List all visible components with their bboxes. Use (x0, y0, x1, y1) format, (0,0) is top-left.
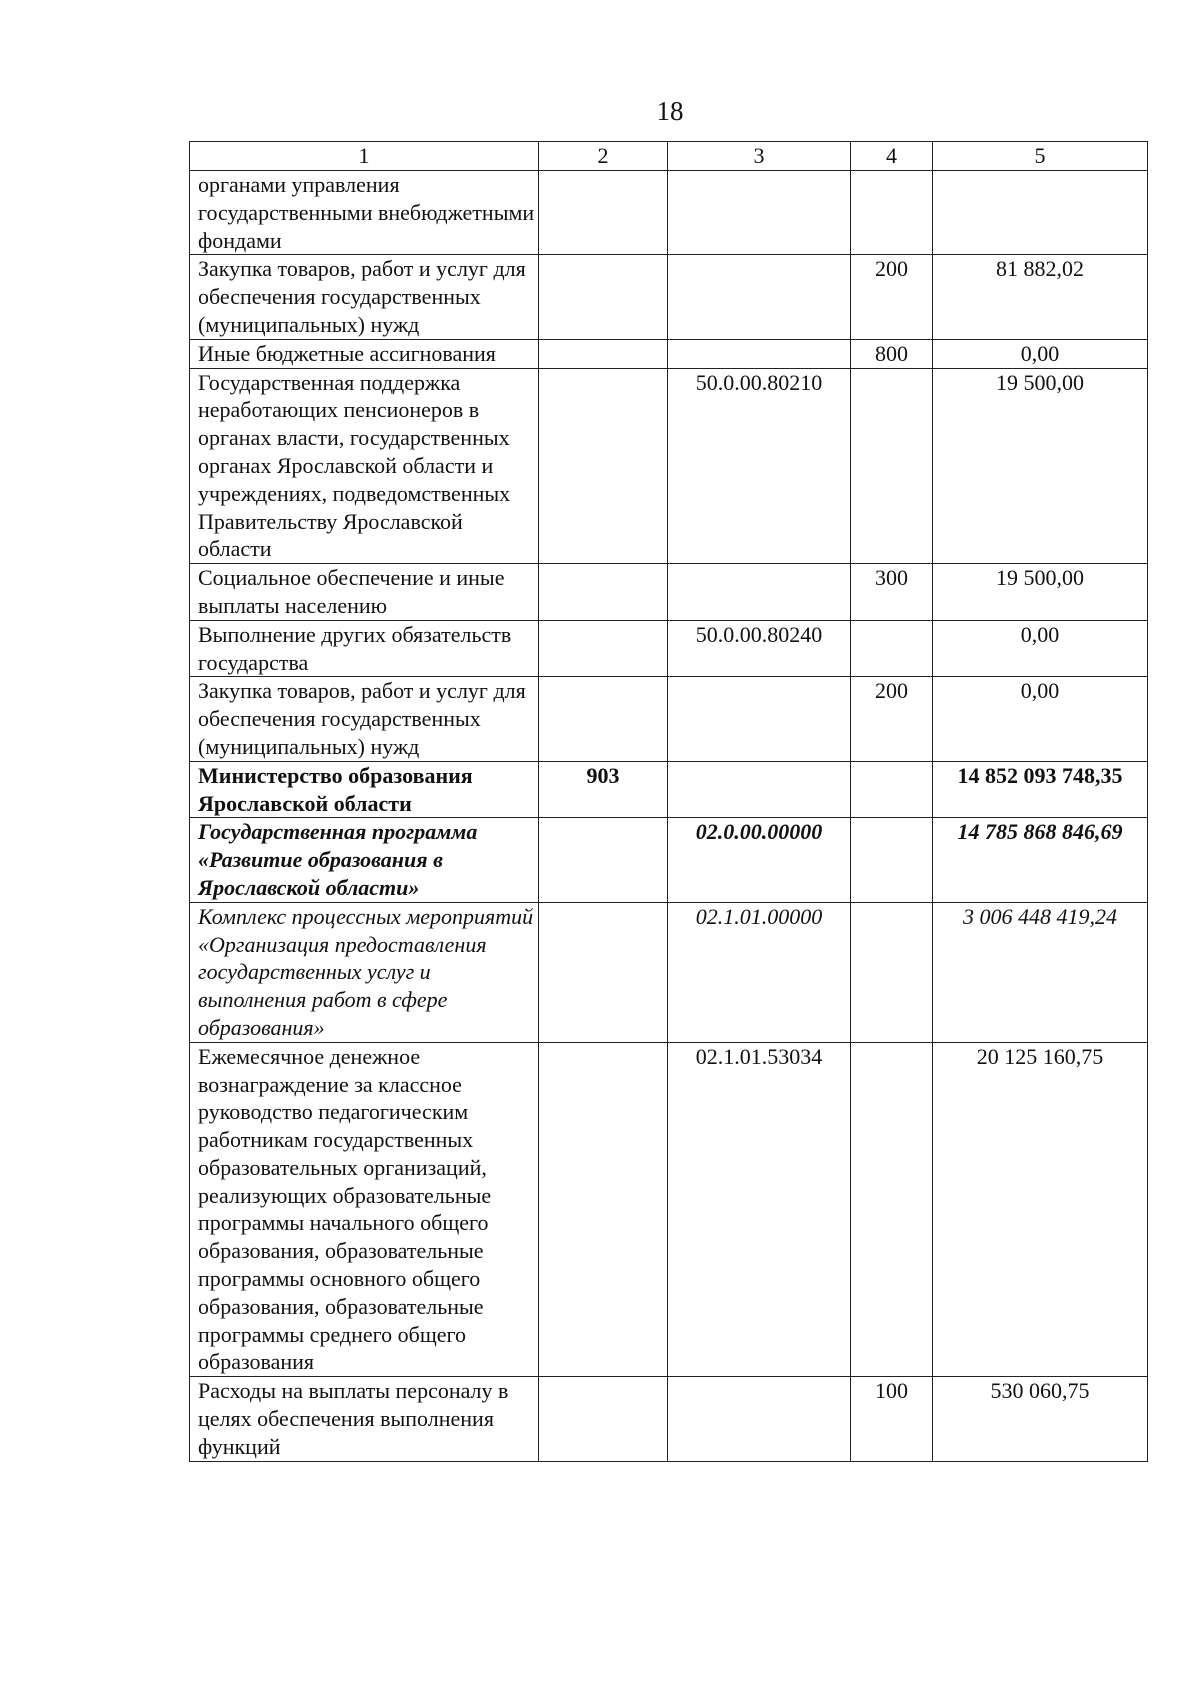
row-target-cell: 50.0.00.80240 (668, 620, 851, 677)
row-ministry-cell (539, 1377, 668, 1461)
table-header (190, 142, 1148, 171)
row-target-cell (668, 171, 851, 255)
row-name-cell: органами управления государственными внебюджетными фондами (190, 171, 539, 255)
row-name-cell: Государственная программа «Развитие образования в Ярославской области» (190, 818, 539, 902)
row-target-cell: 02.1.01.00000 (668, 902, 851, 1042)
header-col-2: 2 (539, 142, 668, 171)
row-expense-cell: 200 (851, 677, 933, 761)
row-expense-cell (851, 902, 933, 1042)
table-row (190, 564, 1148, 621)
row-target-cell (668, 677, 851, 761)
row-name-cell: Расходы на выплаты персоналу в целях обеспечения выполнения функций (190, 1377, 539, 1461)
row-target-cell (668, 1377, 851, 1461)
row-ministry-cell (539, 368, 668, 564)
row-amount-cell: 0,00 (933, 620, 1148, 677)
row-amount-cell: 0,00 (933, 677, 1148, 761)
row-expense-cell (851, 171, 933, 255)
row-amount-cell (933, 171, 1148, 255)
table-row (190, 255, 1148, 339)
row-expense-cell (851, 761, 933, 818)
row-ministry-cell (539, 339, 668, 368)
row-expense-cell: 100 (851, 1377, 933, 1461)
row-amount-cell: 14 852 093 748,35 (933, 761, 1148, 818)
header-col-1: 1 (190, 142, 539, 171)
table-row (190, 171, 1148, 255)
table-row (190, 339, 1148, 368)
budget-table (189, 141, 1148, 1462)
row-expense-cell: 200 (851, 255, 933, 339)
row-expense-cell (851, 818, 933, 902)
row-ministry-cell (539, 1042, 668, 1377)
row-name-cell: Ежемесячное денежное вознаграждение за классное руководство педагогическим работникам государственных образовательных организаций, реализующих образовательные программы начального общего образования, образовательные программы основного общего образования, образовательные программы среднего общего образования (190, 1042, 539, 1377)
row-name-cell: Иные бюджетные ассигнования (190, 339, 539, 368)
row-name-cell: Социальное обеспечение и иные выплаты населению (190, 564, 539, 621)
row-ministry-cell (539, 902, 668, 1042)
row-name-cell: Комплекс процессных мероприятий «Организация предоставления государственных услуг и выполнения работ в сфере образования» (190, 902, 539, 1042)
table-row (190, 1042, 1148, 1377)
row-name-cell: Государственная поддержка неработающих пенсионеров в органах власти, государственных органах Ярославской области и учреждениях, подведомственных Правительству Ярославской области (190, 368, 539, 564)
table-row (190, 902, 1148, 1042)
row-ministry-cell: 903 (539, 761, 668, 818)
row-name-cell: Министерство образования Ярославской области (190, 761, 539, 818)
row-target-cell: 50.0.00.80210 (668, 368, 851, 564)
header-row (190, 142, 1148, 171)
row-ministry-cell (539, 255, 668, 339)
row-ministry-cell (539, 620, 668, 677)
row-expense-cell: 800 (851, 339, 933, 368)
row-ministry-cell (539, 677, 668, 761)
row-name-cell: Выполнение других обязательств государства (190, 620, 539, 677)
row-target-cell: 02.1.01.53034 (668, 1042, 851, 1377)
table-row (190, 818, 1148, 902)
row-amount-cell: 20 125 160,75 (933, 1042, 1148, 1377)
table-row (190, 620, 1148, 677)
header-col-5: 5 (933, 142, 1148, 171)
row-target-cell (668, 255, 851, 339)
row-amount-cell: 14 785 868 846,69 (933, 818, 1148, 902)
row-target-cell (668, 564, 851, 621)
row-target-cell (668, 761, 851, 818)
row-amount-cell: 81 882,02 (933, 255, 1148, 339)
row-expense-cell (851, 368, 933, 564)
row-target-cell (668, 339, 851, 368)
row-target-cell: 02.0.00.00000 (668, 818, 851, 902)
table-row (190, 761, 1148, 818)
row-ministry-cell (539, 171, 668, 255)
row-amount-cell: 0,00 (933, 339, 1148, 368)
row-name-cell: Закупка товаров, работ и услуг для обеспечения государственных (муниципальных) нужд (190, 677, 539, 761)
row-expense-cell (851, 1042, 933, 1377)
row-expense-cell: 300 (851, 564, 933, 621)
row-name-cell: Закупка товаров, работ и услуг для обеспечения государственных (муниципальных) нужд (190, 255, 539, 339)
table-row (190, 1377, 1148, 1461)
row-ministry-cell (539, 564, 668, 621)
row-amount-cell: 19 500,00 (933, 368, 1148, 564)
table-row (190, 368, 1148, 564)
header-col-3: 3 (668, 142, 851, 171)
row-amount-cell: 3 006 448 419,24 (933, 902, 1148, 1042)
table-body (190, 171, 1148, 1462)
row-expense-cell (851, 620, 933, 677)
row-amount-cell: 19 500,00 (933, 564, 1148, 621)
row-ministry-cell (539, 818, 668, 902)
row-amount-cell: 530 060,75 (933, 1377, 1148, 1461)
table-row (190, 677, 1148, 761)
page-number: 18 (656, 96, 684, 126)
header-col-4: 4 (851, 142, 933, 171)
